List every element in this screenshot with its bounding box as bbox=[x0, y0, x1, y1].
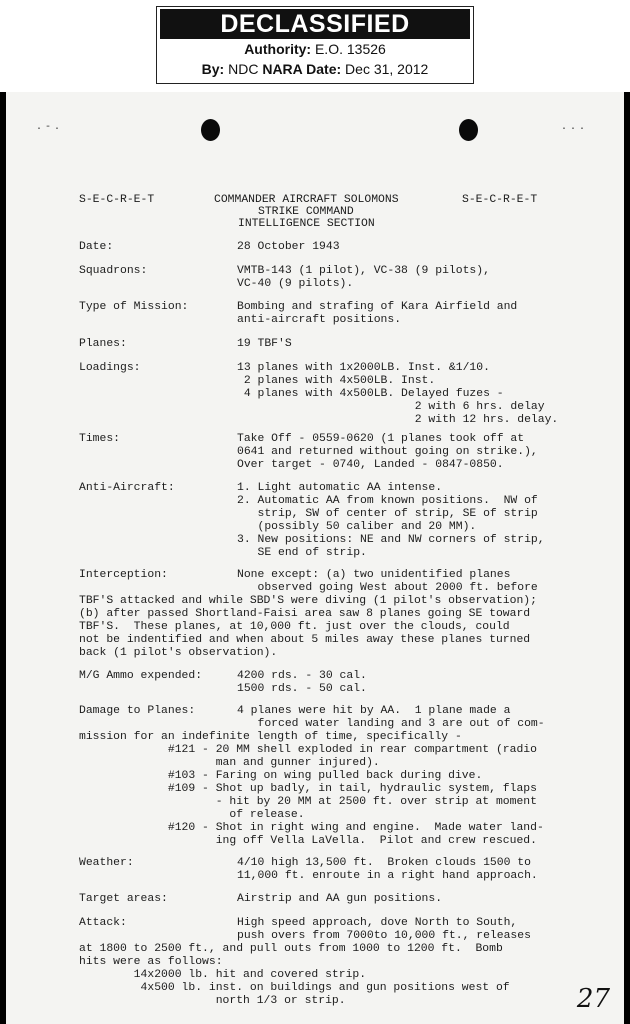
loadings-label: Loadings: bbox=[79, 362, 141, 374]
ammo-line: 4200 rds. - 30 cal. bbox=[237, 670, 367, 682]
page-number: 27 bbox=[576, 984, 610, 1014]
squadrons-label: Squadrons: bbox=[79, 265, 148, 277]
declassified-stamp bbox=[156, 6, 474, 84]
mission-line: anti-aircraft positions. bbox=[237, 314, 402, 326]
scan-specks-left: .-. bbox=[36, 122, 64, 133]
interception-body-line: TBF'S. These planes, at 10,000 ft. just over the clouds, could bbox=[79, 621, 510, 633]
loadings-line: 13 planes with 1x2000LB. Inst. &1/10. bbox=[237, 362, 490, 374]
interception-body-line: back (1 pilot's observation). bbox=[79, 647, 278, 659]
times-line: Take Off - 0559-0620 (1 planes took off at bbox=[237, 433, 525, 445]
damage-body-line: of release. bbox=[79, 809, 305, 821]
loadings-line: 4 planes with 4x500LB. Delayed fuzes - bbox=[237, 388, 504, 400]
authority-label: Authority: bbox=[244, 41, 312, 57]
aa-label: Anti-Aircraft: bbox=[79, 482, 175, 494]
aa-line: SE end of strip. bbox=[237, 547, 367, 559]
interception-label: Interception: bbox=[79, 569, 168, 581]
damage-body-line: #120 - Shot in right wing and engine. Made water land- bbox=[79, 822, 544, 834]
org-line-2: STRIKE COMMAND bbox=[258, 206, 354, 218]
loadings-line: 2 with 12 hrs. delay. bbox=[237, 414, 559, 426]
planes-value: 19 TBF'S bbox=[237, 338, 292, 350]
planes-label: Planes: bbox=[79, 338, 127, 350]
loadings-line: 2 planes with 4x500LB. Inst. bbox=[237, 375, 436, 387]
attack-body-line: at 1800 to 2500 ft., and pull outs from 1000 to 1200 ft. Bomb bbox=[79, 943, 503, 955]
damage-body-line: man and gunner injured). bbox=[79, 757, 380, 769]
attack-body-line: hits were as follows: bbox=[79, 956, 223, 968]
attack-body-line: 14x2000 lb. hit and covered strip. bbox=[79, 969, 367, 981]
damage-body-line: ing off Vella LaVella. Pilot and crew rescued. bbox=[79, 835, 537, 847]
damage-label: Damage to Planes: bbox=[79, 705, 196, 717]
mission-label: Type of Mission: bbox=[79, 301, 189, 313]
interception-line: observed going West about 2000 ft. before bbox=[237, 582, 538, 594]
damage-body-line: mission for an indefinite length of time, specifically - bbox=[79, 731, 462, 743]
weather-label: Weather: bbox=[79, 857, 134, 869]
damage-body-line: - hit by 20 MM at 2500 ft. over strip at moment bbox=[79, 796, 537, 808]
damage-body-line: #121 - 20 MM shell exploded in rear compartment (radio bbox=[79, 744, 537, 756]
squadrons-line: VC-40 (9 pilots). bbox=[237, 278, 354, 290]
ammo-line: 1500 rds. - 50 cal. bbox=[237, 683, 367, 695]
date-label: Date: bbox=[79, 241, 114, 253]
nara-value: Dec 31, 2012 bbox=[345, 61, 429, 77]
aa-line: 3. New positions: NE and NW corners of strip, bbox=[237, 534, 545, 546]
attack-line: High speed approach, dove North to South, bbox=[237, 917, 518, 929]
attack-body-line: 4x500 lb. inst. on buildings and gun positions west of bbox=[79, 982, 510, 994]
squadrons-line: VMTB-143 (1 pilot), VC-38 (9 pilots), bbox=[237, 265, 490, 277]
stamp-title: DECLASSIFIED bbox=[160, 9, 470, 39]
nara-label: NARA Date: bbox=[262, 61, 342, 77]
org-line-3: INTELLIGENCE SECTION bbox=[238, 218, 375, 230]
attack-body-line: north 1/3 or strip. bbox=[79, 995, 346, 1007]
times-label: Times: bbox=[79, 433, 121, 445]
date-value: 28 October 1943 bbox=[237, 241, 340, 253]
authority-value: E.O. 13526 bbox=[314, 41, 386, 57]
org-line-1: COMMANDER AIRCRAFT SOLOMONS bbox=[214, 194, 399, 206]
by-value: NDC bbox=[228, 61, 259, 77]
attack-line: push overs from 7000to 10,000 ft., releases bbox=[237, 930, 531, 942]
target-label: Target areas: bbox=[79, 893, 168, 905]
stamp-authority bbox=[157, 39, 473, 59]
damage-line: forced water landing and 3 are out of com- bbox=[237, 718, 545, 730]
weather-line: 4/10 high 13,500 ft. Broken clouds 1500 to bbox=[237, 857, 531, 869]
secret-mark-right: S-E-C-R-E-T bbox=[462, 194, 538, 206]
times-line: 0641 and returned without going on strike.), bbox=[237, 446, 538, 458]
scanned-page-frame bbox=[0, 92, 630, 1024]
damage-body-line: #103 - Faring on wing pulled back during dive. bbox=[79, 770, 483, 782]
interception-body-line: (b) after passed Shortland-Faisi area saw 8 planes going SE toward bbox=[79, 608, 531, 620]
mission-line: Bombing and strafing of Kara Airfield and bbox=[237, 301, 518, 313]
punch-hole-left bbox=[201, 119, 220, 141]
by-label: By: bbox=[201, 61, 225, 77]
target-value: Airstrip and AA gun positions. bbox=[237, 893, 443, 905]
damage-line: 4 planes were hit by AA. 1 plane made a bbox=[237, 705, 511, 717]
interception-body-line: not be indentified and when about 5 miles away these planes turned bbox=[79, 634, 531, 646]
ammo-label: M/G Ammo expended: bbox=[79, 670, 203, 682]
stamp-by-line bbox=[157, 59, 473, 79]
secret-mark-left: S-E-C-R-E-T bbox=[79, 194, 155, 206]
scan-specks-right: ... bbox=[561, 122, 589, 133]
interception-line: None except: (a) two unidentified planes bbox=[237, 569, 511, 581]
document-page bbox=[6, 92, 624, 1024]
aa-line: strip, SW of center of strip, SE of strip bbox=[237, 508, 538, 520]
aa-line: (possibly 50 caliber and 20 MM). bbox=[237, 521, 477, 533]
loadings-line: 2 with 6 hrs. delay bbox=[237, 401, 545, 413]
aa-line: 1. Light automatic AA intense. bbox=[237, 482, 443, 494]
aa-line: 2. Automatic AA from known positions. NW of bbox=[237, 495, 538, 507]
punch-hole-right bbox=[459, 119, 478, 141]
times-line: Over target - 0740, Landed - 0847-0850. bbox=[237, 459, 504, 471]
interception-body-line: TBF'S attacked and while SBD'S were diving (1 pilot's observation); bbox=[79, 595, 537, 607]
weather-line: 11,000 ft. enroute in a right hand approach. bbox=[237, 870, 538, 882]
damage-body-line: #109 - Shot up badly, in tail, hydraulic system, flaps bbox=[79, 783, 537, 795]
attack-label: Attack: bbox=[79, 917, 127, 929]
